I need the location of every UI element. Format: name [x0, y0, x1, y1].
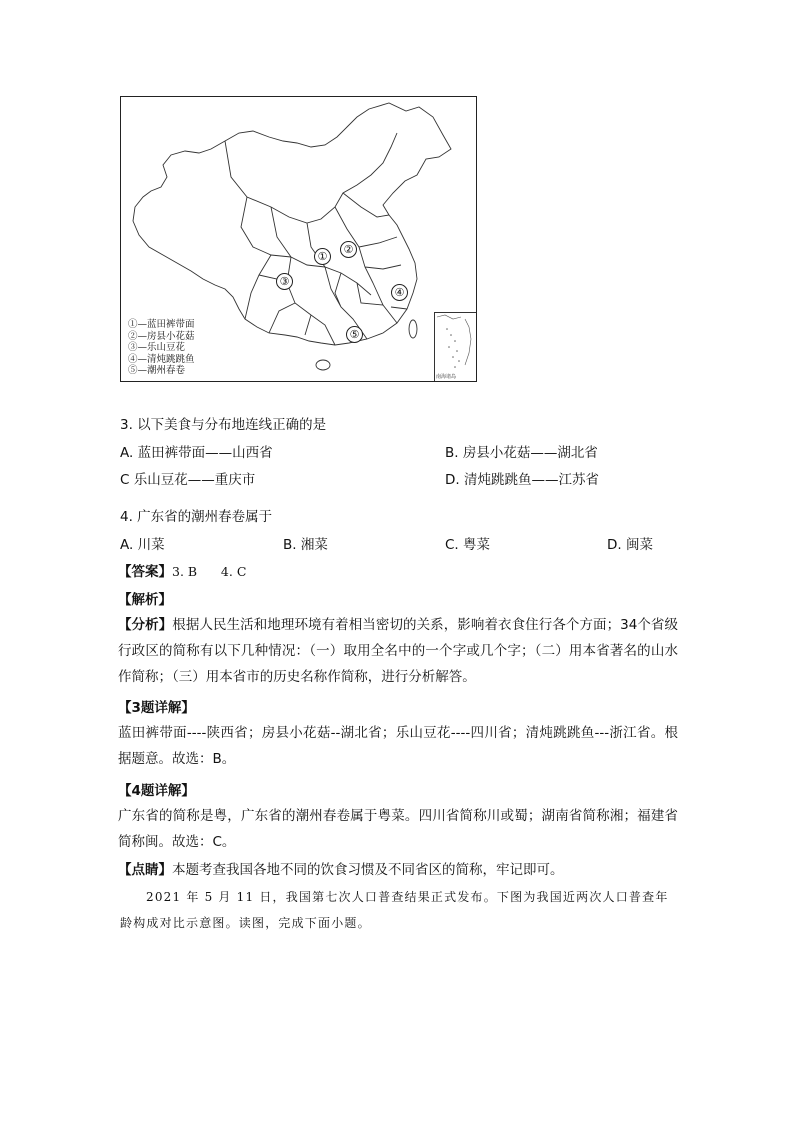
china-map-figure — [120, 96, 477, 382]
dianjing-label: 【点睛】 — [118, 862, 172, 878]
q3-option-d: D. 清炖跳跳鱼——江苏省 — [445, 472, 599, 488]
marker-3: ③ — [276, 273, 293, 290]
answer-line — [118, 563, 246, 581]
dianjing-text: 本题考查我国各地不同的饮食习惯及不同省区的简称，牢记即可。 — [172, 862, 564, 878]
q3-option-b: B. 房县小花菇——湖北省 — [445, 445, 598, 461]
marker-2: ② — [340, 241, 357, 258]
inset-islands — [435, 313, 476, 381]
q3-stem: 3. 以下美食与分布地连线正确的是 — [120, 417, 327, 433]
legend-item: ②—房县小花菇 — [128, 330, 195, 342]
legend-item: ⑤—潮州春卷 — [128, 365, 186, 376]
q3-option-a: A. 蓝田裤带面——山西省 — [120, 445, 273, 461]
detail3-text: 蓝田裤带面----陕西省；房县小花菇--湖北省；乐山豆花----四川省；清炖跳跳鱼---浙江省。根据题意。故选：B。 — [118, 725, 678, 767]
south-china-sea-inset — [434, 312, 477, 382]
intro-paragraph: 2021 年 5 月 11 日，我国第七次人口普查结果正式发布。下图为我国近两次人口普查年龄构成对比示意图。读图，完成下面小题。 — [120, 890, 669, 930]
analysis-label: 【解析】 — [118, 592, 172, 608]
legend-item: ③—乐山豆花 — [128, 342, 186, 353]
inset-label: 南海诸岛 — [436, 374, 457, 380]
fenxi-label: 【分析】 — [118, 617, 173, 633]
marker-4: ④ — [391, 284, 408, 301]
answer-label: 【答案】 — [118, 564, 172, 580]
legend-item: ④—清炖跳跳鱼 — [128, 353, 195, 365]
dianjing-line — [118, 861, 564, 879]
marker-5: ⑤ — [346, 326, 363, 343]
q4-option-a: A. 川菜 — [120, 537, 165, 553]
analysis-paragraph — [118, 612, 678, 690]
q4-option-d: D. 闽菜 — [607, 537, 653, 553]
q3-option-c: C 乐山豆花——重庆市 — [120, 472, 256, 488]
q4-stem: 4. 广东省的潮州春卷属于 — [120, 509, 273, 525]
province-lines — [225, 133, 407, 345]
marker-1: ① — [314, 248, 331, 265]
q4-option-c: C. 粤菜 — [445, 537, 491, 553]
detail4-label: 【4题详解】 — [118, 783, 195, 799]
legend-item: ①—蓝田裤带面 — [128, 319, 195, 330]
detail3-label: 【3题详解】 — [118, 700, 195, 716]
fenxi-text: 根据人民生活和地理环境有着相当密切的关系，影响着衣食住行各个方面；34个省级行政区的简称有以下几种情况：（一）取用全名中的一个字或几个字；（二）用本省著名的山水作简称；（三）用本省市的历史名称作简称，进行分析解答。 — [118, 617, 678, 685]
detail4-text: 广东省的简称是粤，广东省的潮州春卷属于粤菜。四川省简称川或蜀；湖南省简称湘；福建省简称闽。故选：C。 — [118, 808, 678, 850]
answer-text: 3. B 4. C — [172, 564, 247, 579]
map-legend — [128, 319, 195, 377]
q4-option-b: B. 湘菜 — [283, 537, 328, 553]
